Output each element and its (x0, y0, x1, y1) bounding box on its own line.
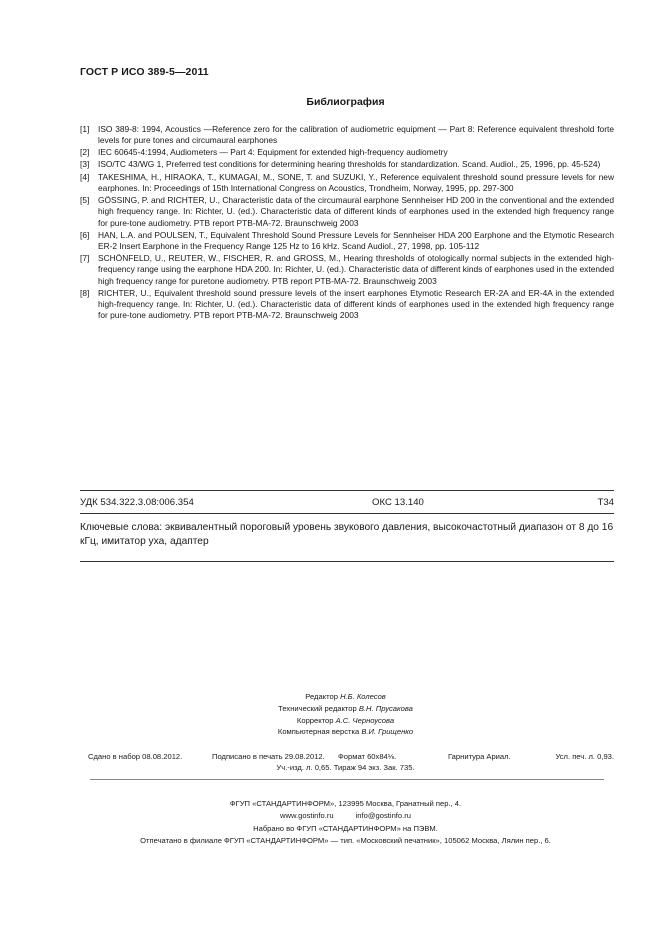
credit-line (30, 691, 661, 703)
bibliography-list (80, 124, 614, 322)
bibliography-entry (80, 172, 614, 195)
entry-text: ISO 389-8: 1994, Acoustics —Reference zero for the calibration of audiometric equipment — Part 8: Reference equivalent threshold forte levels for pure tones and circumaural earphones (98, 124, 614, 146)
submitted-date: Сдано в набор 08.08.2012. (88, 752, 183, 761)
bibliography-entry (80, 230, 614, 253)
printed-note: Отпечатано в филиале ФГУП «СТАНДАРТИНФОРМ» — тип. «Московский печатник», 105062 Москва, Лялин пер., 6. (140, 836, 551, 846)
entry-number: [3] (80, 159, 90, 170)
entry-number: [5] (80, 194, 90, 205)
credit-name: А.С. Черноусова (335, 715, 395, 725)
divider-thin (90, 779, 604, 780)
entry-text: HAN, L.A. and POULSEN, T., Equivalent Threshold Sound Pressure Levels for Sennheiser HDA 200 Earphone and the Etymotic Research ER-2 Insert Earphone in the Frequency Range 125 Hz to 16 kHz. Scand Audiol., 27, 1998, pp. 105-112 (98, 229, 614, 251)
entry-number: [7] (80, 253, 90, 264)
oks-code: ОКС 13.140 (372, 497, 424, 508)
divider-top (80, 490, 614, 491)
bibliography-entry (80, 124, 614, 147)
entry-text: TAKESHIMA, H., HIRAOKA, T., KUMAGAI, M., SONE, T. and SUZUKI, Y., Reference equivalent threshold sound pressure levels for new earphones. In: Proceedings of 15th International Congress on Acoustics, Trondheim, Norway, 1995, pp. 297-300 (98, 171, 614, 193)
bibliography-entry (80, 253, 614, 287)
credit-role: Компьютерная верстка (277, 727, 360, 737)
entry-text: ISO/TC 43/WG 1, Preferred test conditions for determining hearing thresholds for standardization. Scand. Audiol., 25, 1996, pp. 45-524) (98, 159, 601, 170)
credit-line (30, 703, 661, 715)
credit-name: Н.Б. Колесов (340, 692, 386, 701)
bibliography-entry (80, 195, 614, 229)
credit-name: В.Н. Прусакова (358, 703, 413, 713)
entry-number: [2] (80, 147, 90, 158)
bibliography-title: Библиография (306, 96, 385, 108)
credit-line (30, 715, 661, 727)
bibliography-entry (80, 159, 614, 170)
paper-format: Формат 60х84⅛. (338, 752, 397, 761)
credit-role: Корректор (296, 715, 334, 725)
entry-text: IEC 60645-4:1994, Audiometers — Part 4: Equipment for extended high-frequency audiometry (98, 147, 448, 158)
group-code: Т34 (597, 497, 614, 508)
entry-number: [1] (80, 124, 90, 134)
credit-role: Технический редактор (278, 703, 357, 713)
entry-number: [4] (80, 171, 90, 182)
publishing-info-line2: Уч.-изд. л. 0,65. Тираж 94 экз. Зак. 735. (276, 763, 415, 772)
divider-middle (80, 513, 614, 514)
publisher-address: ФГУП «СТАНДАРТИНФОРМ», 123995 Москва, Гранатный пер., 4. (229, 799, 462, 808)
keywords: Ключевые слова: эквивалентный пороговый уровень звукового давления, высокочастотный диапазон от 8 до 16 кГц, имитатор уха, адаптер (80, 522, 614, 547)
credit-line (30, 726, 661, 738)
udk-code: УДК 534.322.3.08:006.354 (80, 497, 194, 508)
publisher-contacts (30, 810, 661, 822)
bibliography-entry (80, 147, 614, 158)
credit-role: Редактор (305, 692, 338, 701)
typeset-note: Набрано во ФГУП «СТАНДАРТИНФОРМ» на ПЭВМ. (253, 823, 438, 833)
signed-date: Подписано в печать 29.08.2012. (212, 752, 325, 761)
print-sheets: Усл. печ. л. 0,93. (555, 752, 614, 761)
entry-text: RICHTER, U., Equivalent threshold sound pressure levels of the insert earphones Etymotic Research ER-2A and ER-4A in the extended high-frequency range. In: Richter, U. (ed.). Characteristic data of different kinds of earphones used in the extended high frequency range for pure-tone audiometry. PTB report PTB-MA-72. Braunschweig 2003 (98, 287, 614, 321)
entry-number: [8] (80, 287, 90, 298)
entry-number: [6] (80, 229, 90, 240)
publisher-website[interactable]: www.gostinfo.ru (279, 811, 334, 821)
bibliography-entry (80, 288, 614, 322)
divider-bottom (80, 561, 614, 562)
credit-name: В.И. Грищенко (361, 727, 414, 737)
publisher-footer (0, 798, 661, 848)
typeface: Гарнитура Ариал. (448, 752, 511, 761)
credits-block (0, 691, 661, 738)
standard-header: ГОСТ Р ИСО 389-5—2011 (80, 66, 209, 78)
publisher-email[interactable]: info@gostinfo.ru (355, 811, 412, 821)
entry-text: GÖSSING, P. and RICHTER, U., Characteristic data of the circumaural earphone Sennheiser HD 200 in the conventional and the extended high frequency range. In: Richter, U. (ed.). Characteristic data of different kinds of earphones used in the extended high frequency range for pure-tone audiometry. PTB report PTB-MA-72. Braunschweig 2003 (98, 194, 614, 228)
entry-text: SCHÖNFELD, U., REUTER, W., FISCHER, R. and GROSS, M., Hearing thresholds of otologically normal subjects in the extended high-frequency range using the earphone HDA 200. In: Richter, U. (ed.). Characteristic data of different kinds of earphones used in the extended high frequency range for puretone audiometry. PTB report PTB-MA-72. Braunschweig 2003 (98, 253, 614, 286)
